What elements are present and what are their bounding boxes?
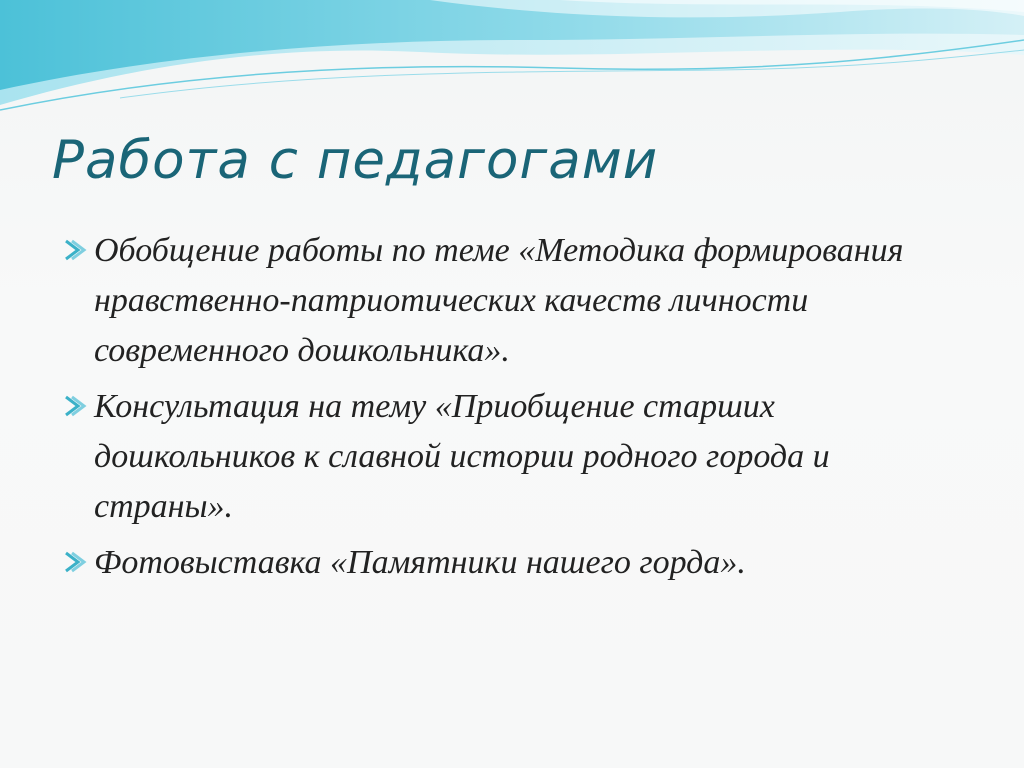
wave-header-decoration — [0, 0, 1024, 130]
bullet-item-consultation — [62, 382, 962, 532]
arrow-right-icon — [62, 238, 90, 262]
bullet-text: Консультация на тему «Приобщение старших дошкольников к славной истории родного города и страны». — [94, 388, 830, 525]
slide-title: Работа с педагогами — [52, 130, 659, 191]
bullet-text: Фотовыставка «Памятники нашего горда». — [94, 544, 746, 581]
bullet-text: Обобщение работы по теме «Методика формирования нравственно-патриотических качеств личности современного дошкольника». — [94, 232, 904, 369]
bullet-list — [62, 226, 962, 594]
bullet-item-photo-exhibition — [62, 538, 962, 588]
arrow-right-icon — [62, 394, 90, 418]
arrow-right-icon — [62, 550, 90, 574]
bullet-item-generalization — [62, 226, 962, 376]
